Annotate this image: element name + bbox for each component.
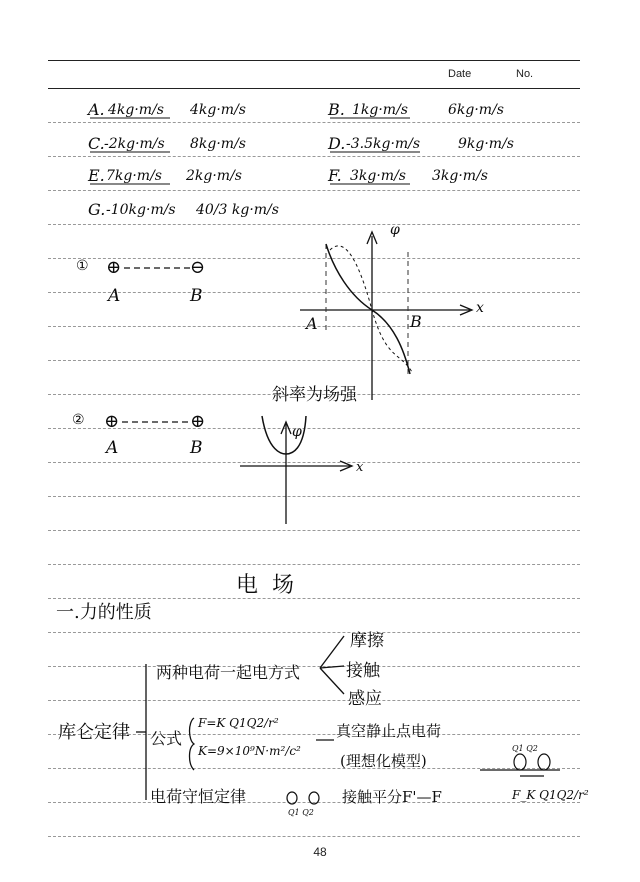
conservation-law-label: 电荷守恒定律 <box>150 787 247 806</box>
charging-branch-1 <box>320 636 344 668</box>
option-g-letter: G. <box>88 200 106 219</box>
formula-constant: K=9×10⁹N·m²/c² <box>198 744 301 758</box>
sphere-q2-icon <box>538 754 550 770</box>
charging-induction: 感应 <box>348 689 382 709</box>
diagram2-number: ② <box>72 412 85 428</box>
option-d-value1: -3.5kg·m/s <box>346 136 421 152</box>
condition-text: 真空静止点电荷 <box>336 722 442 740</box>
option-c-value2: 8kg·m/s <box>190 136 246 152</box>
coulomb-brace <box>136 636 560 800</box>
option-g-value2: 40/3 kg·m/s <box>196 202 279 218</box>
charging-methods-label: 两种电荷一起电方式 <box>156 663 301 682</box>
small-q-labels: Q1 Q2 <box>512 744 538 753</box>
charging-contact: 接触 <box>346 661 380 681</box>
negative-charge-icon: ⊖ <box>190 257 206 278</box>
graph2-x-label: x <box>356 460 364 475</box>
graph1-point-b-label: B <box>410 312 422 331</box>
positive-charge-icon: ⊕ <box>106 257 122 278</box>
option-f-letter: F. <box>328 166 342 185</box>
formula-brace <box>190 718 195 770</box>
formula-label: 公式 <box>150 729 183 748</box>
option-a-value1: 4kg·m/s <box>108 102 164 118</box>
point-a-label: A <box>108 286 121 306</box>
sphere-q1-icon <box>287 792 297 804</box>
graph1-y-label: φ <box>390 222 400 238</box>
option-g-value1: -10kg·m/s <box>106 202 176 218</box>
sphere-q1-icon <box>514 754 526 770</box>
option-e-value2: 2kg·m/s <box>186 168 242 184</box>
option-b-value2: 6kg·m/s <box>448 102 504 118</box>
positive-charge-icon: ⊕ <box>104 411 120 432</box>
slope-note: 斜率为场强 <box>272 385 357 405</box>
option-d-letter: D. <box>328 134 346 153</box>
positive-charge-icon: ⊕ <box>190 411 206 432</box>
date-label: Date <box>448 68 472 80</box>
option-f-value2: 3kg·m/s <box>432 168 488 184</box>
charging-branch-3 <box>320 668 344 694</box>
option-c-letter: C. <box>88 134 105 153</box>
section-subtitle: 一.力的性质 <box>56 602 152 623</box>
graph1-x-label: x <box>476 300 484 316</box>
option-c-value1: -2kg·m/s <box>104 136 165 152</box>
point-a-label: A <box>106 438 119 458</box>
point-b-label: B <box>190 438 203 458</box>
page-number: 48 <box>313 845 327 859</box>
option-a-value2: 4kg·m/s <box>190 102 246 118</box>
point-b-label: B <box>190 286 203 306</box>
option-a-letter: A. <box>88 100 105 119</box>
option-e-letter: E. <box>88 166 105 185</box>
parabola-curve <box>262 416 306 454</box>
sphere-q2-icon <box>309 792 319 804</box>
coulomb-law-label: 库仑定律 <box>58 722 130 743</box>
formula-coulomb: F=K Q1Q2/r² <box>198 716 279 730</box>
charging-friction: 摩擦 <box>350 631 384 651</box>
potential-curve <box>326 244 410 374</box>
option-e-value1: 7kg·m/s <box>106 168 162 184</box>
graph1-point-a-label: A <box>306 314 318 333</box>
charge-q-labels: Q1 Q2 <box>288 808 314 817</box>
model-text: (理想化模型) <box>340 752 427 770</box>
section-title: 电场 <box>236 573 309 598</box>
formula-tail: F_K Q1Q2/r² <box>512 788 589 802</box>
diagram1-number: ① <box>76 258 89 274</box>
charging-branch-2 <box>320 666 344 668</box>
option-d-value2: 9kg·m/s <box>458 136 514 152</box>
graph2-y-label: φ <box>292 424 302 440</box>
option-f-value1: 3kg·m/s <box>350 168 406 184</box>
option-b-letter: B. <box>328 100 345 119</box>
option-b-value1: 1kg·m/s <box>352 102 408 118</box>
contact-split-text: 接触平分F'—F <box>342 788 442 806</box>
graph2-axes <box>240 422 352 524</box>
no-label: No. <box>516 68 534 80</box>
